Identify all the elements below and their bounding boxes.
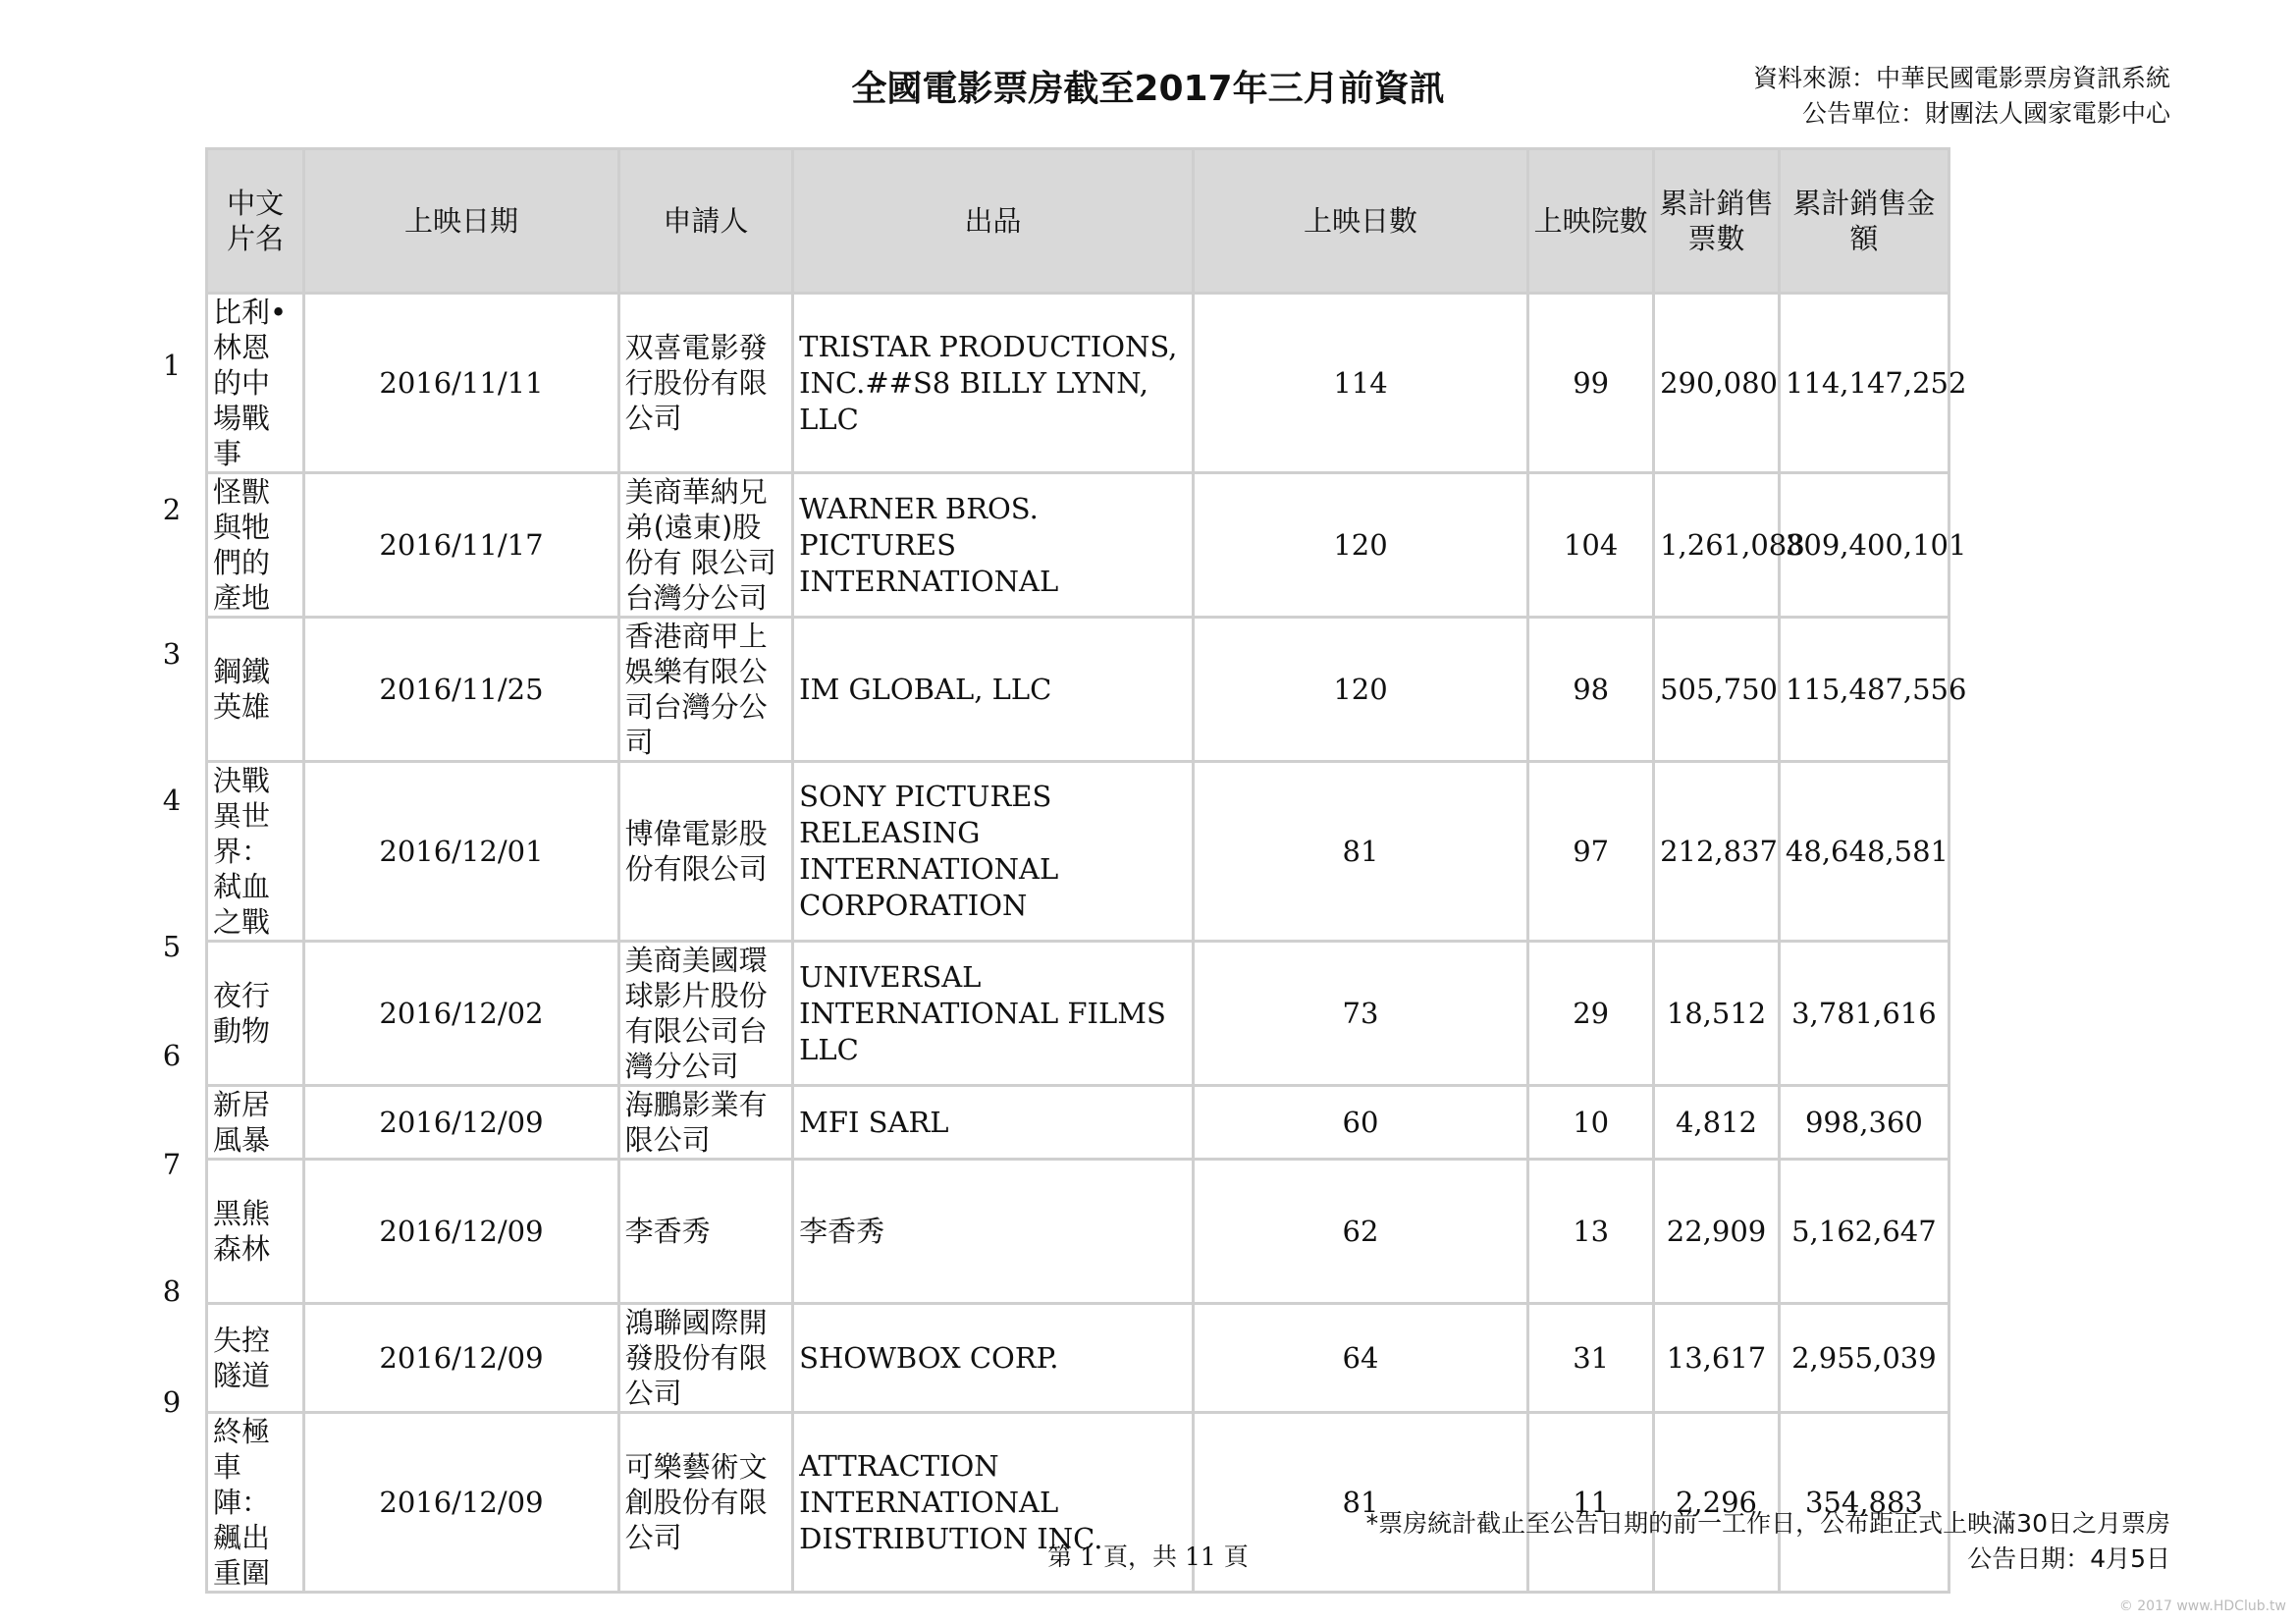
cell-days: 64 — [1193, 1304, 1527, 1413]
cell-tickets: 1,261,088 — [1654, 473, 1780, 618]
cell-applicant: 美商美國環球影片股份有限公司台灣分公司 — [618, 942, 792, 1086]
col-header-revenue: 累計銷售金額 — [1779, 149, 1949, 294]
cell-theaters: 104 — [1528, 473, 1654, 618]
cell-applicant: 双喜電影發行股份有限公司 — [618, 294, 792, 473]
cell-producer: SHOWBOX CORP. — [793, 1304, 1194, 1413]
row-number: 2 — [162, 493, 182, 526]
col-header-theaters: 上映院數 — [1528, 149, 1654, 294]
page-title: 全國電影票房截至2017年三月前資訊 — [851, 69, 1445, 109]
cell-name: 失控隧道 — [207, 1304, 304, 1413]
row-number: 9 — [162, 1384, 182, 1419]
row-number: 3 — [162, 637, 182, 671]
cell-theaters: 97 — [1528, 762, 1654, 942]
cell-applicant: 博偉電影股份有限公司 — [618, 762, 792, 942]
cell-producer: SONY PICTURES RELEASING INTERNATIONAL CORPORATION — [793, 762, 1194, 942]
cell-name: 鋼鐵英雄 — [207, 618, 304, 762]
cell-days: 120 — [1193, 473, 1527, 618]
col-header-release-date: 上映日期 — [304, 149, 618, 294]
table-row — [207, 1160, 2128, 1304]
cell-producer: ATTRACTION INTERNATIONAL DISTRIBUTION INC. — [793, 1413, 1194, 1593]
cell-producer: MFI SARL — [793, 1086, 1194, 1160]
cell-days: 81 — [1193, 762, 1527, 942]
cell-revenue: 354,883 — [1779, 1413, 1949, 1593]
cell-tickets: 13,617 — [1654, 1304, 1780, 1413]
cell-revenue: 114,147,252 — [1779, 294, 1949, 473]
cell-revenue: 998,360 — [1779, 1086, 1949, 1160]
cell-name: 怪獸與牠們的產地 — [207, 473, 304, 618]
cell-revenue: 115,487,556 — [1779, 618, 1949, 762]
cell-revenue: 309,400,101 — [1779, 473, 1949, 618]
col-header-title: 中文片名 — [207, 149, 304, 294]
cell-applicant: 鴻聯國際開發股份有限公司 — [618, 1304, 792, 1413]
cell-tickets: 290,080 — [1654, 294, 1780, 473]
cell-theaters: 10 — [1528, 1086, 1654, 1160]
cell-name: 決戰異世界：弒血之戰 — [207, 762, 304, 942]
table-row — [207, 294, 2128, 473]
cell-producer: IM GLOBAL, LLC — [793, 618, 1194, 762]
cell-tickets: 4,812 — [1654, 1086, 1780, 1160]
cell-date: 2016/12/09 — [304, 1413, 618, 1593]
data-source-line: 資料來源：中華民國電影票房資訊系統 — [1752, 64, 2170, 92]
row-number: 6 — [162, 1039, 182, 1072]
cell-date: 2016/11/25 — [304, 618, 618, 762]
cell-producer: 李香秀 — [793, 1160, 1194, 1304]
row-number: 4 — [162, 784, 182, 817]
cell-days: 120 — [1193, 618, 1527, 762]
announce-date: 公告日期：4月5日 — [1967, 1544, 2170, 1573]
cell-name: 夜行動物 — [207, 942, 304, 1086]
col-header-tickets: 累計銷售票數 — [1654, 149, 1780, 294]
col-header-producer: 出品 — [793, 149, 1194, 294]
row-number: 1 — [162, 349, 182, 382]
row-number: 8 — [162, 1274, 182, 1308]
watermark-text: © 2017 www.HDClub.tw — [2118, 1598, 2286, 1614]
cell-producer: WARNER BROS. PICTURES INTERNATIONAL — [793, 473, 1194, 618]
box-office-table — [205, 147, 2129, 1594]
cell-days: 60 — [1193, 1086, 1527, 1160]
cell-date: 2016/11/11 — [304, 294, 618, 473]
cell-producer: UNIVERSAL INTERNATIONAL FILMS LLC — [793, 942, 1194, 1086]
cell-applicant: 美商華納兄弟(遠東)股份有 限公司台灣分公司 — [618, 473, 792, 618]
table-row — [207, 473, 2128, 618]
cell-tickets: 18,512 — [1654, 942, 1780, 1086]
cell-date: 2016/12/09 — [304, 1160, 618, 1304]
cell-tickets: 2,296 — [1654, 1413, 1780, 1593]
page-number: 第 1 頁，共 11 頁 — [1047, 1543, 1249, 1571]
row-number: 7 — [162, 1148, 182, 1181]
cell-days: 73 — [1193, 942, 1527, 1086]
cell-theaters: 29 — [1528, 942, 1654, 1086]
cell-applicant: 李香秀 — [618, 1160, 792, 1304]
cell-applicant: 香港商甲上娛樂有限公司台灣分公司 — [618, 618, 792, 762]
cell-tickets: 505,750 — [1654, 618, 1780, 762]
cell-name: 比利•林恩的中場戰事 — [207, 294, 304, 473]
announcer-line: 公告單位：財團法人國家電影中心 — [1801, 99, 2170, 128]
cell-date: 2016/12/09 — [304, 1086, 618, 1160]
cell-date: 2016/12/01 — [304, 762, 618, 942]
cell-applicant: 海鵬影業有限公司 — [618, 1086, 792, 1160]
footnote-text: *票房統計截止至公告日期的前一工作日，公布距正式上映滿30日之月票房 — [1365, 1509, 2170, 1538]
cell-revenue: 3,781,616 — [1779, 942, 1949, 1086]
cell-name: 新居風暴 — [207, 1086, 304, 1160]
col-header-applicant: 申請人 — [618, 149, 792, 294]
table-row — [207, 1304, 2128, 1413]
cell-applicant: 可樂藝術文創股份有限公司 — [618, 1413, 792, 1593]
cell-days: 114 — [1193, 294, 1527, 473]
cell-theaters: 11 — [1528, 1413, 1654, 1593]
col-header-days: 上映日數 — [1193, 149, 1527, 294]
cell-name: 終極車陣：飆出重圍 — [207, 1413, 304, 1593]
source-info — [1753, 61, 2170, 132]
table-row — [207, 942, 2128, 1086]
cell-name: 黑熊森林 — [207, 1160, 304, 1304]
cell-tickets: 22,909 — [1654, 1160, 1780, 1304]
cell-days: 81 — [1193, 1413, 1527, 1593]
cell-date: 2016/12/02 — [304, 942, 618, 1086]
table-row — [207, 1086, 2128, 1160]
cell-theaters: 98 — [1528, 618, 1654, 762]
table-header-row — [207, 149, 2128, 294]
cell-theaters: 13 — [1528, 1160, 1654, 1304]
cell-revenue: 48,648,581 — [1779, 762, 1949, 942]
cell-producer: TRISTAR PRODUCTIONS, INC.##S8 BILLY LYNN, LLC — [793, 294, 1194, 473]
cell-date: 2016/11/17 — [304, 473, 618, 618]
cell-days: 62 — [1193, 1160, 1527, 1304]
cell-date: 2016/12/09 — [304, 1304, 618, 1413]
cell-revenue: 2,955,039 — [1779, 1304, 1949, 1413]
cell-revenue: 5,162,647 — [1779, 1160, 1949, 1304]
cell-theaters: 99 — [1528, 294, 1654, 473]
table-row — [207, 618, 2128, 762]
table-row — [207, 762, 2128, 942]
cell-theaters: 31 — [1528, 1304, 1654, 1413]
row-number: 5 — [162, 930, 182, 963]
cell-tickets: 212,837 — [1654, 762, 1780, 942]
